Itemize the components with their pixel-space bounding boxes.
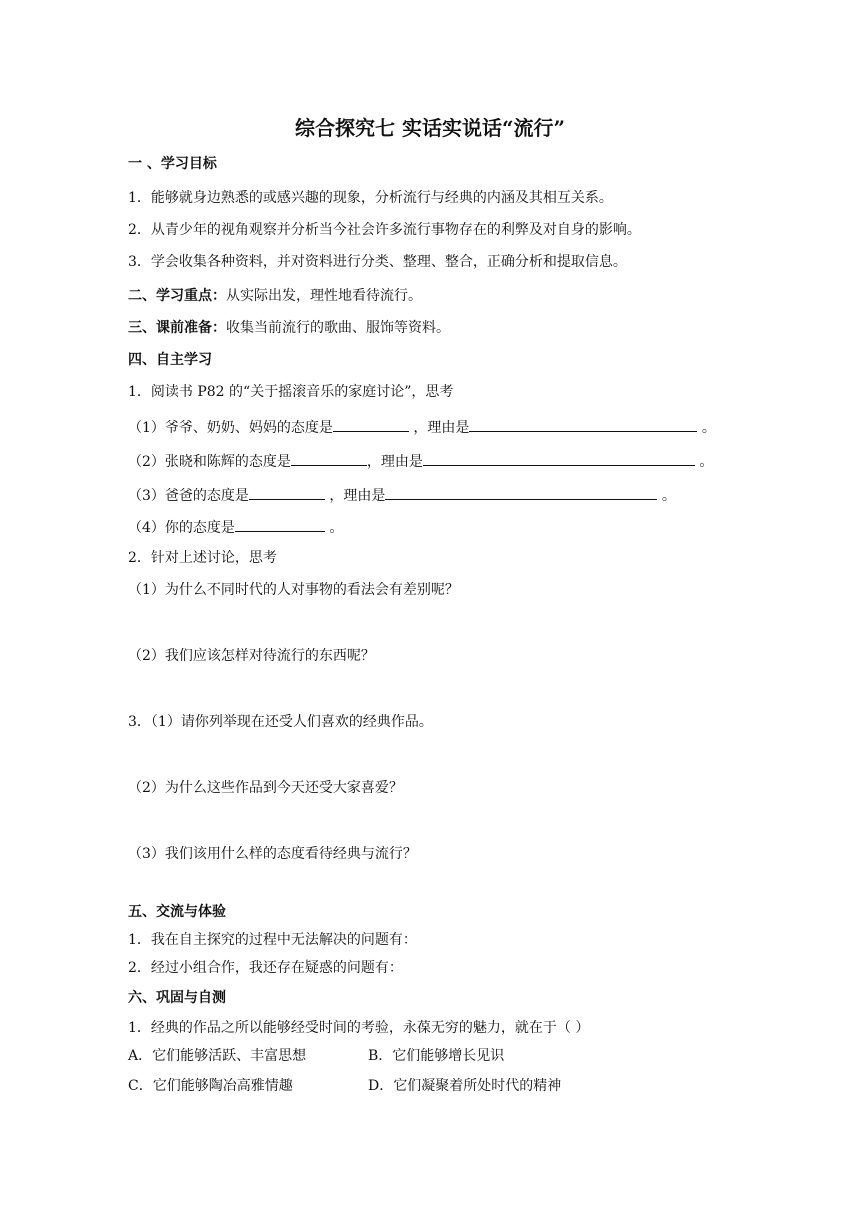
objective-item: 2．从青少年的视角观察并分析当今社会许多流行事物存在的利弊及对自身的影响。	[128, 222, 641, 238]
answer-blank[interactable]	[249, 484, 325, 500]
objective-item: 1．能够就身边熟悉的或感兴趣的现象，分析流行与经典的内涵及其相互关系。	[128, 190, 613, 206]
option-c[interactable]: C．它们能够陶冶高雅情趣	[128, 1078, 293, 1094]
question-text: （2）张晓和陈辉的态度是	[128, 454, 291, 470]
exchange-item: 2．经过小组合作，我还存在疑惑的问题有：	[128, 960, 403, 976]
key-points-text: 从实际出发，理性地看待流行。	[226, 288, 422, 304]
question-3-3: （3）我们该用什么样的态度看待经典与流行？	[128, 846, 417, 862]
question-text: 。	[661, 488, 676, 504]
question-2-1: （1）为什么不同时代的人对事物的看法会有差别呢？	[128, 582, 459, 598]
question-text: ，理由是	[413, 420, 470, 436]
answer-blank[interactable]	[291, 450, 367, 466]
question-1: 1．阅读书 P82 的“关于摇滚音乐的家庭讨论”，思考	[128, 384, 454, 400]
key-points-line	[128, 286, 422, 306]
answer-blank[interactable]	[235, 516, 325, 532]
question-text: ，理由是	[329, 488, 386, 504]
section-heading-key-points: 二、学习重点：	[128, 288, 226, 304]
preparation-text: 收集当前流行的歌曲、服饰等资料。	[226, 320, 450, 336]
question-3-2: （2）为什么这些作品到今天还受大家喜爱？	[128, 780, 403, 796]
exchange-item: 1．我在自主探究的过程中无法解决的问题有：	[128, 932, 417, 948]
objective-item: 3．学会收集各种资料，并对资料进行分类、整理、整合，正确分析和提取信息。	[128, 254, 627, 270]
question-text: 。	[329, 520, 344, 536]
option-b[interactable]: B．它们能够增长见识	[368, 1048, 505, 1064]
question-1-3	[128, 484, 676, 506]
question-1-4	[128, 516, 343, 538]
question-1-1	[128, 416, 716, 438]
preparation-line	[128, 318, 450, 338]
answer-blank[interactable]	[333, 416, 409, 432]
question-1-2	[128, 450, 713, 472]
question-2: 2．针对上述讨论，思考	[128, 550, 277, 566]
answer-blank[interactable]	[423, 450, 695, 466]
question-text: （3）爸爸的态度是	[128, 488, 249, 504]
options-row-cd	[128, 1076, 561, 1096]
section-heading-objectives: 一 、学习目标	[128, 156, 217, 172]
page-title: 综合探究七 实话实说话“流行”	[295, 116, 565, 140]
section-heading-exchange: 五、交流与体验	[128, 904, 226, 920]
answer-blank[interactable]	[385, 484, 657, 500]
question-text: （1）爷爷、奶奶、妈妈的态度是	[128, 420, 333, 436]
question-2-2: （2）我们应该怎样对待流行的东西呢？	[128, 648, 375, 664]
question-text: （4）你的态度是	[128, 520, 235, 536]
option-a[interactable]: A．它们能够活跃、丰富思想	[128, 1048, 307, 1064]
question-text: 。	[699, 454, 714, 470]
question-3-1: 3．（1）请你列举现在还受人们喜欢的经典作品。	[128, 714, 433, 730]
test-question-1: 1．经典的作品之所以能够经受时间的考验，永葆无穷的魅力，就在于（ ）	[128, 1020, 590, 1036]
section-heading-self-test: 六、巩固与自测	[128, 990, 226, 1006]
question-text: ，理由是	[366, 454, 423, 470]
section-heading-self-study: 四、自主学习	[128, 352, 212, 368]
section-heading-preparation: 三、课前准备：	[128, 320, 226, 336]
option-d[interactable]: D．它们凝聚着所处时代的精神	[368, 1078, 562, 1094]
answer-blank[interactable]	[469, 416, 697, 432]
question-text: 。	[701, 420, 716, 436]
options-row-ab	[128, 1046, 504, 1066]
